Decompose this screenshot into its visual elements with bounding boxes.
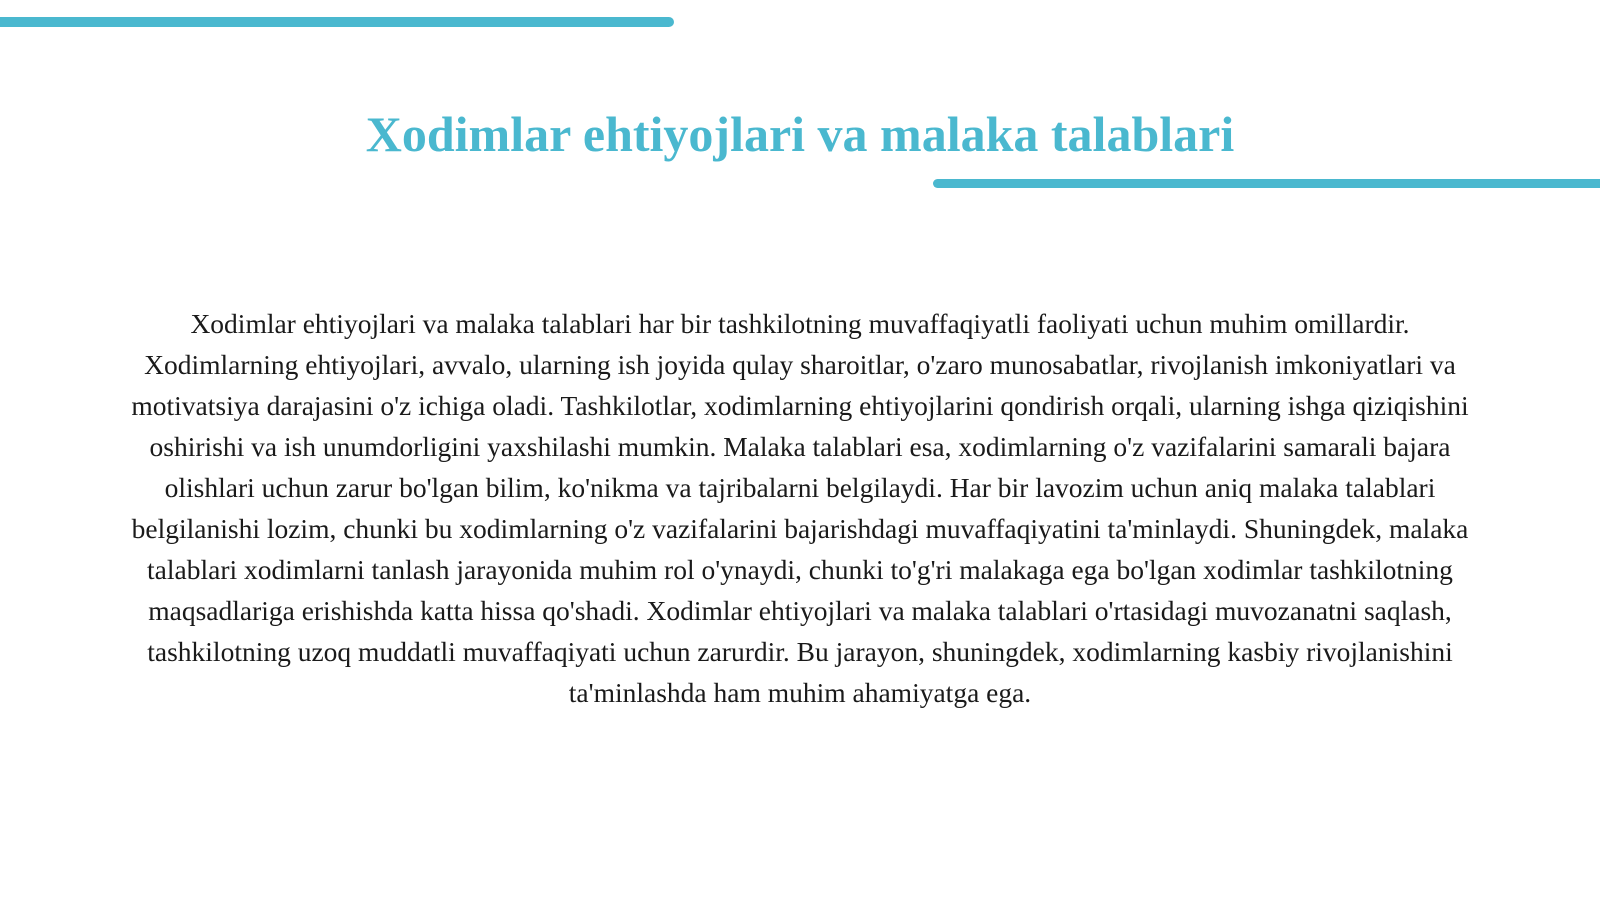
slide-body-text: Xodimlar ehtiyojlari va malaka talablari har bir tashkilotning muvaffaqiyatli faoliyati uchun muhim omillardir. Xodimlarning ehtiyojlari, avvalo, ularning ish joyida qulay sharoitlar, o'zaro munosabatlar, rivojlanish imkoniyatlari va motivatsiya darajasini o'z ichiga oladi. Tashkilotlar, xodimlarning ehtiyojlarini qondirish orqali, ularning ishga qiziqishini oshirishi va ish unumdorligini yaxshilashi mumkin. Malaka talablari esa, xodimlarning o'z vazifalarini samarali bajara olishlari uchun zarur bo'lgan bilim, ko'nikma va tajribalarni belgilaydi. Har bir lavozim uchun aniq malaka talablari belgilanishi lozim, chunki bu xodimlarning o'z vazifalarini bajarishdagi muvaffaqiyatini ta'minlaydi. Shuningdek, malaka talablari xodimlarni tanlash jarayonida muhim rol o'ynaydi, chunki to'g'ri malakaga ega bo'lgan xodimlar tashkilotning maqsadlariga erishishda katta hissa qo'shadi. Xodimlar ehtiyojlari va malaka talablari o'rtasidagi muvozanatni saqlash, tashkilotning uzoq muddatli muvaffaqiyati uchun zarurdir. Bu jarayon, shuningdek, xodimlarning kasbiy rivojlanishini ta'minlashda ham muhim ahamiyatga ega. bbox=[131, 308, 1469, 708]
top-accent-bar bbox=[0, 17, 674, 27]
slide-title: Xodimlar ehtiyojlari va malaka talablari bbox=[365, 106, 1235, 162]
title-underline-bar bbox=[933, 179, 1600, 188]
